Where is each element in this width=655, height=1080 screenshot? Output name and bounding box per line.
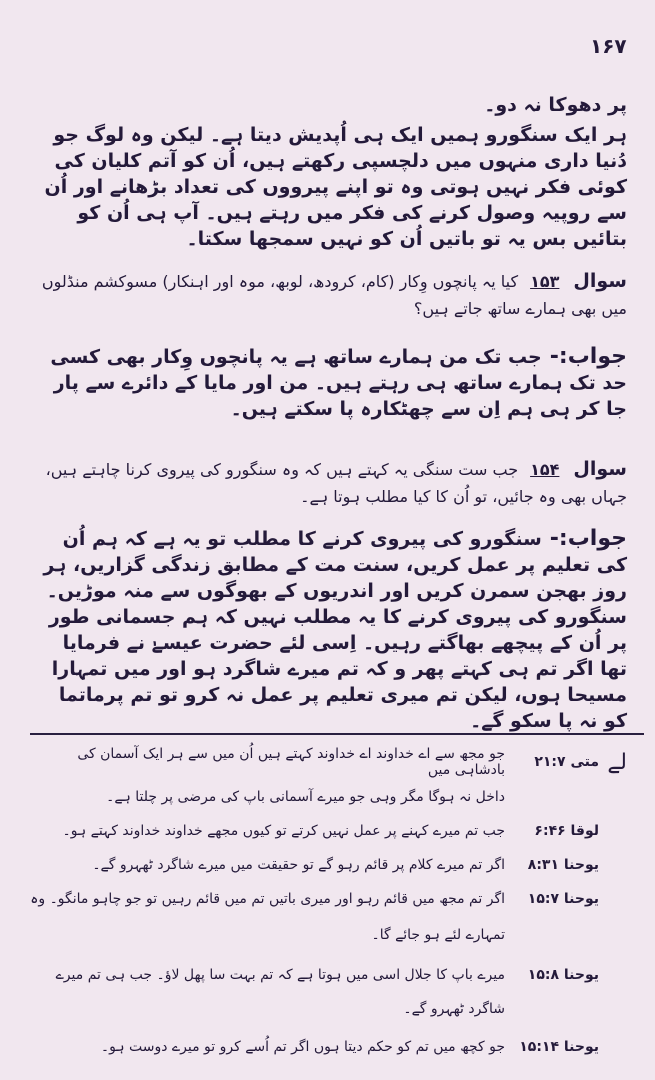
footnote-reference: یوحنا ۱۵:۱۴ <box>519 1039 599 1055</box>
answer-154 <box>40 526 627 734</box>
footnote-reference: یوحنا ۸:۳۱ <box>527 857 599 873</box>
question-text: کیا یہ پانچوں وِکار (کام، کرودھ، لوبھ، موہ اور اہنکار) مسوکشم منڈلوں میں بھی ہمارے ساتھ جاتے ہیں؟ <box>41 272 627 318</box>
question-number: ۱۵۴ <box>530 460 560 479</box>
footnote-reference: لوقا ۶:۴۶ <box>534 823 599 839</box>
footnote-text: جو کچھ میں تم کو حکم دیتا ہوں اگر تم اُسے کرو تو میرے دوست ہو۔ <box>100 1039 505 1055</box>
footnote-text: میرے باپ کا جلال اسی میں ہوتا ہے کہ تم بہت سا پھل لاؤ۔ جب ہی تم میرے <box>55 967 505 983</box>
footnote-text: اگر تم مجھ میں قائم رہو اور میری باتیں تم میں قائم رہیں تو جو چاہو مانگو۔ وہ <box>30 891 505 907</box>
question-number: ۱۵۳ <box>530 272 560 291</box>
footnote-row <box>30 848 627 882</box>
footnote-row <box>30 814 627 848</box>
footnote-continuation: تمہارے لئے ہو جائے گا۔ <box>371 927 505 943</box>
question-text: جب ست سنگی یہ کہتے ہیں کہ وہ سنگورو کی پیروی کرنا چاہتے ہیں، جہاں بھی وہ جائیں، تو اُن کا کیا مطلب ہوتا ہے۔ <box>45 460 627 506</box>
footnote-text: جو مجھ سے اے خداوند اے خداوند کہتے ہیں اُن میں سے ہر ایک آسمان کی بادشاہی میں <box>77 746 505 778</box>
page-number: ۱۶۷ <box>590 34 627 58</box>
answer-text: سنگورو کی پیروی کرنے کا مطلب تو یہ ہے کہ ہم اُن کی تعلیم پر عمل کریں، سنت مت کے مطابق زندگی گزاریں، ہر روز بھجن سمرن کریں اور اندریوں کے بھوگوں سے منہ موڑیں۔ سنگورو کی پیروی کرنے کا یہ مطلب نہیں کہ ہم جسمانی طور پر اُن کے پیچھے بھاگتے رہیں۔ اِسی لئے حضرت عیسےٰ نے فرمایا تھا اگر تم ہی کہتے پھر و کہ تم میرے شاگرد ہو اور میں تمہارا مسیحا ہوں، لیکن تم میری تعلیم پر عمل نہ کرو تو تم پرماتما کو نہ پا سکو گے۔ <box>43 528 627 732</box>
footnote-continuation: شاگرد ٹھہرو گے۔ <box>403 1001 505 1017</box>
answer-153 <box>40 344 627 422</box>
question-label: سوال <box>573 458 627 480</box>
footnote-reference: متی ۲۱:۷ <box>534 754 599 770</box>
answer-text: جب تک من ہمارے ساتھ ہے یہ پانچوں وِکار بھی کسی حد تک ہمارے ساتھ ہی رہتے ہیں۔ من اور مایا کے دائرے سے پار جا کر ہی ہم اِن سے چھٹکارہ پا سکتے ہیں۔ <box>50 346 627 420</box>
footnote-row <box>30 745 627 779</box>
footnote-mark: لے <box>607 749 627 775</box>
answer-label: جواب:- <box>549 526 627 551</box>
footnote-continuation: داخل نہ ہوگا مگر وہی جو میرے آسمانی باپ کی مرضی پر چلتا ہے۔ <box>106 789 505 805</box>
footnote-row <box>30 958 627 992</box>
footnote-row <box>30 1030 627 1064</box>
question-154 <box>40 456 627 510</box>
paragraph-satguru-teaching: ہر ایک سنگورو ہمیں ایک ہی اُپدیش دیتا ہے۔ لیکن وہ لوگ جو دُنیا داری منہوں میں دلچسپی رکھتے ہیں، اُن کو آتم کلیان کی کوئی فکر نہیں ہوتی وہ تو اپنے پیرووں کی تعداد بڑھانے اور اُن سے روپیہ وصول کرنے کی فکر میں رہتے ہیں۔ آپ ہی اُن کو بتائیں بس یہ تو باتیں اُن کو نہیں سمجھا سکتا۔ <box>44 124 627 250</box>
question-label: سوال <box>573 270 627 292</box>
footnote-text: اگر تم میرے کلام پر قائم رہو گے تو حقیقت میں میرے شاگرد ٹھہرو گے۔ <box>92 857 505 873</box>
footnote-reference: یوحنا ۱۵:۸ <box>527 967 599 983</box>
footnote-reference: یوحنا ۱۵:۷ <box>527 891 599 907</box>
question-153 <box>40 268 627 322</box>
paragraph-continuation: پر دھوکا نہ دو۔ <box>484 94 627 116</box>
footnote-row <box>30 882 627 916</box>
answer-label: جواب:- <box>549 344 627 369</box>
footnote-text: جب تم میرے کہنے پر عمل نہیں کرتے تو کیوں مجھے خداوند خداوند کہتے ہو۔ <box>62 823 505 839</box>
footnote-divider <box>30 733 644 735</box>
